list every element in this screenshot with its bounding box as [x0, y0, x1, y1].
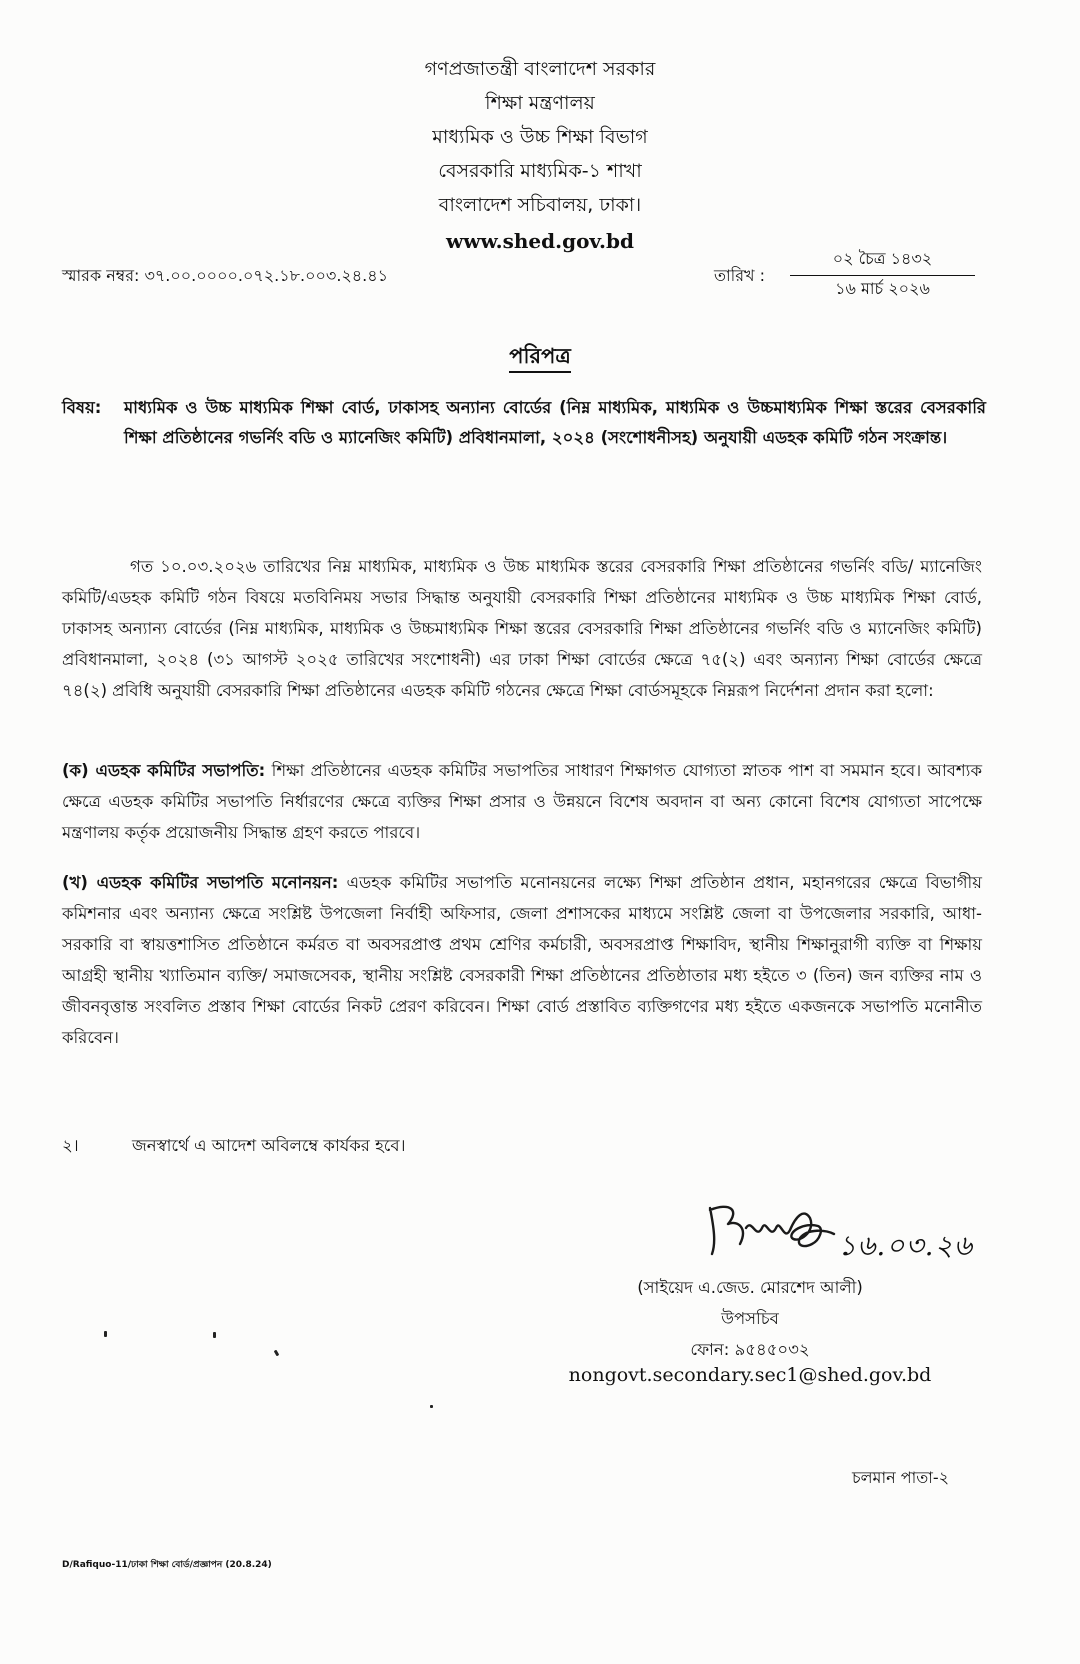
date-label: তারিখ :: [714, 266, 766, 285]
date-bangla: ০২ চৈত্র ১৪৩২: [790, 246, 975, 276]
letterhead-division: মাধ্যমিক ও উচ্চ শিক্ষা বিভাগ: [432, 126, 648, 148]
paragraph-kha-heading: (খ) এডহক কমিটির সভাপতি মনোনয়ন:: [62, 873, 339, 892]
date-gregorian: ১৬ মার্চ ২০২৬: [835, 279, 930, 298]
letterhead-ministry: শিক্ষা মন্ত্রণালয়: [485, 92, 595, 114]
subject-label: বিষয়:: [62, 398, 102, 417]
letterhead-address: বাংলাদেশ সচিবালয়, ঢাকা।: [438, 194, 642, 216]
signer-phone: ফোন: ৯৫৪৫০৩২: [690, 1340, 810, 1359]
paragraph-ka-heading: (ক) এডহক কমিটির সভাপতি:: [62, 761, 266, 780]
memo-number: স্মারক নম্বর: ৩৭.০০.০০০০.০৭২.১৮.০০৩.২৪.৪১: [62, 266, 389, 285]
scan-speck: [430, 1405, 433, 1408]
letterhead-government: গণপ্রজাতন্ত্রী বাংলাদেশ সরকার: [424, 58, 656, 80]
subject-text: মাধ্যমিক ও উচ্চ মাধ্যমিক শিক্ষা বোর্ড, ঢাকাসহ অন্যান্য বোর্ডের (নিম্ন মাধ্যমিক, মাধ্যমিক ও উচ্চমাধ্যমিক শিক্ষা স্তরের বেসরকারি শিক্ষা প্রতিষ্ঠানের গভর্নিং বডি ও ম্যানেজিং কমিটি) প্রবিধানমালা, ২০২৪ (সংশোধনীসহ) অনুযায়ী এডহক কমিটি গঠন সংক্রান্ত।: [124, 398, 986, 447]
paragraph-kha-text: এডহক কমিটির সভাপতি মনোনয়নের লক্ষ্যে শিক্ষা প্রতিষ্ঠান প্রধান, মহানগরের ক্ষেত্রে বিভাগীয় কমিশনার এবং অন্যান্য ক্ষেত্রে সংশ্লিষ্ট উপজেলা নির্বাহী অফিসার, জেলা প্রশাসকের মাধ্যমে সংশ্লিষ্ট জেলা বা উপজেলার সরকারি, আধা-সরকারি বা স্বায়ত্তশাসিত প্রতিষ্ঠানে কর্মরত বা অবসরপ্রাপ্ত প্রথম শ্রেণির কর্মচারী, অবসরপ্রাপ্ত শিক্ষাবিদ, স্থানীয় শিক্ষানুরাগী ব্যক্তি বা শিক্ষায় আগ্রহী স্থানীয় খ্যাতিমান ব্যক্তি/ সমাজসেবক, স্থানীয় সংশ্লিষ্ট বেসরকারী শিক্ষা প্রতিষ্ঠানের প্রতিষ্ঠাতার মধ্য হইতে ৩ (তিন) জন ব্যক্তির নাম ও জীবনবৃত্তান্ত সংবলিত প্রস্তাব শিক্ষা বোর্ডের নিকট প্রেরণ করিবেন। শিক্ষা বোর্ড প্রস্তাবিত ব্যক্তিগণের মধ্য হইতে একজনকে সভাপতি মনোনীত করিবেন।: [62, 873, 983, 1047]
signer-designation: উপসচিব: [721, 1309, 779, 1328]
signer-email: nongovt.secondary.sec1@shed.gov.bd: [568, 1364, 932, 1386]
paragraph-ka-text: শিক্ষা প্রতিষ্ঠানের এডহক কমিটির সভাপতির সাধারণ শিক্ষাগত যোগ্যতা স্নাতক পাশ বা সমমান হবে। আবশ্যক ক্ষেত্রে এডহক কমিটির সভাপতি নির্ধারণের ক্ষেত্রে ব্যক্তির শিক্ষা প্রসার ও উন্নয়নে বিশেষ অবদান বা অন্য কোনো বিশেষ যোগ্যতা সাপেক্ষে মন্ত্রণালয় কর্তৃক প্রয়োজনীয় সিদ্ধান্ত গ্রহণ করতে পারবে।: [62, 761, 982, 842]
paragraph-kha: [62, 867, 982, 1053]
document-title: [0, 340, 1080, 375]
signer-name: (সাইয়েদ এ.জেড. মোরশেদ আলী): [637, 1278, 863, 1297]
letterhead-website: www.shed.gov.bd: [446, 229, 634, 253]
continued-page-note: চলমান পাতা-২: [852, 1468, 950, 1487]
letterhead: [0, 52, 1080, 258]
footer-reference: D/Rafiquo-11/ঢাকা শিক্ষা বোর্ড/প্রজ্ঞাপন (20.8.24): [62, 1560, 272, 1570]
paragraph-intro-text: গত ১০.০৩.২০২৬ তারিখের নিম্ন মাধ্যমিক, মাধ্যমিক ও উচ্চ মাধ্যমিক স্তরের বেসরকারি শিক্ষা প্রতিষ্ঠানের গভর্নিং বডি/ ম্যানেজিং কমিটি/এডহক কমিটি গঠন বিষয়ে মতবিনিময় সভার সিদ্ধান্ত অনুযায়ী বেসরকারি শিক্ষা প্রতিষ্ঠানের মাধ্যমিক ও উচ্চ মাধ্যমিক শিক্ষা বোর্ড, ঢাকাসহ অন্যান্য বোর্ডের (নিম্ন মাধ্যমিক, মাধ্যমিক ও উচ্চমাধ্যমিক শিক্ষা স্তরের বেসরকারি শিক্ষা প্রতিষ্ঠানের গভর্নিং বডি ও ম্যানেজিং কমিটি) প্রবিধানমালা, ২০২৪ (৩১ আগস্ট ২০২৫ তারিখের সংশোধনী) এর ঢাকা শিক্ষা বোর্ডের ক্ষেত্রে ৭৫(২) এবং অন্যান্য শিক্ষা বোর্ডের ক্ষেত্রে ৭৪(২) প্রবিধি অনুযায়ী বেসরকারি শিক্ষা প্রতিষ্ঠানের এডহক কমিটি গঠনের ক্ষেত্রে শিক্ষা বোর্ডসমূহকে নিম্নরূপ নির্দেশনা প্রদান করা হলো:: [62, 557, 982, 700]
paragraph-intro: [62, 551, 982, 706]
paragraph-2-text: জনস্বার্থে এ আদেশ অবিলম্বে কার্যকর হবে।: [132, 1136, 406, 1155]
letterhead-branch: বেসরকারি মাধ্যমিক-১ শাখা: [438, 160, 642, 182]
scan-speck: [274, 1350, 280, 1357]
signature-date: ১৬.০৩.২৬: [838, 1229, 973, 1262]
paragraph-2-number: ২।: [62, 1136, 79, 1155]
scan-speck: [213, 1332, 216, 1338]
paragraph-ka: [62, 755, 982, 848]
document-title-text: পরিপত্র: [509, 344, 571, 373]
scan-speck: [104, 1331, 107, 1337]
subject: [62, 393, 986, 453]
